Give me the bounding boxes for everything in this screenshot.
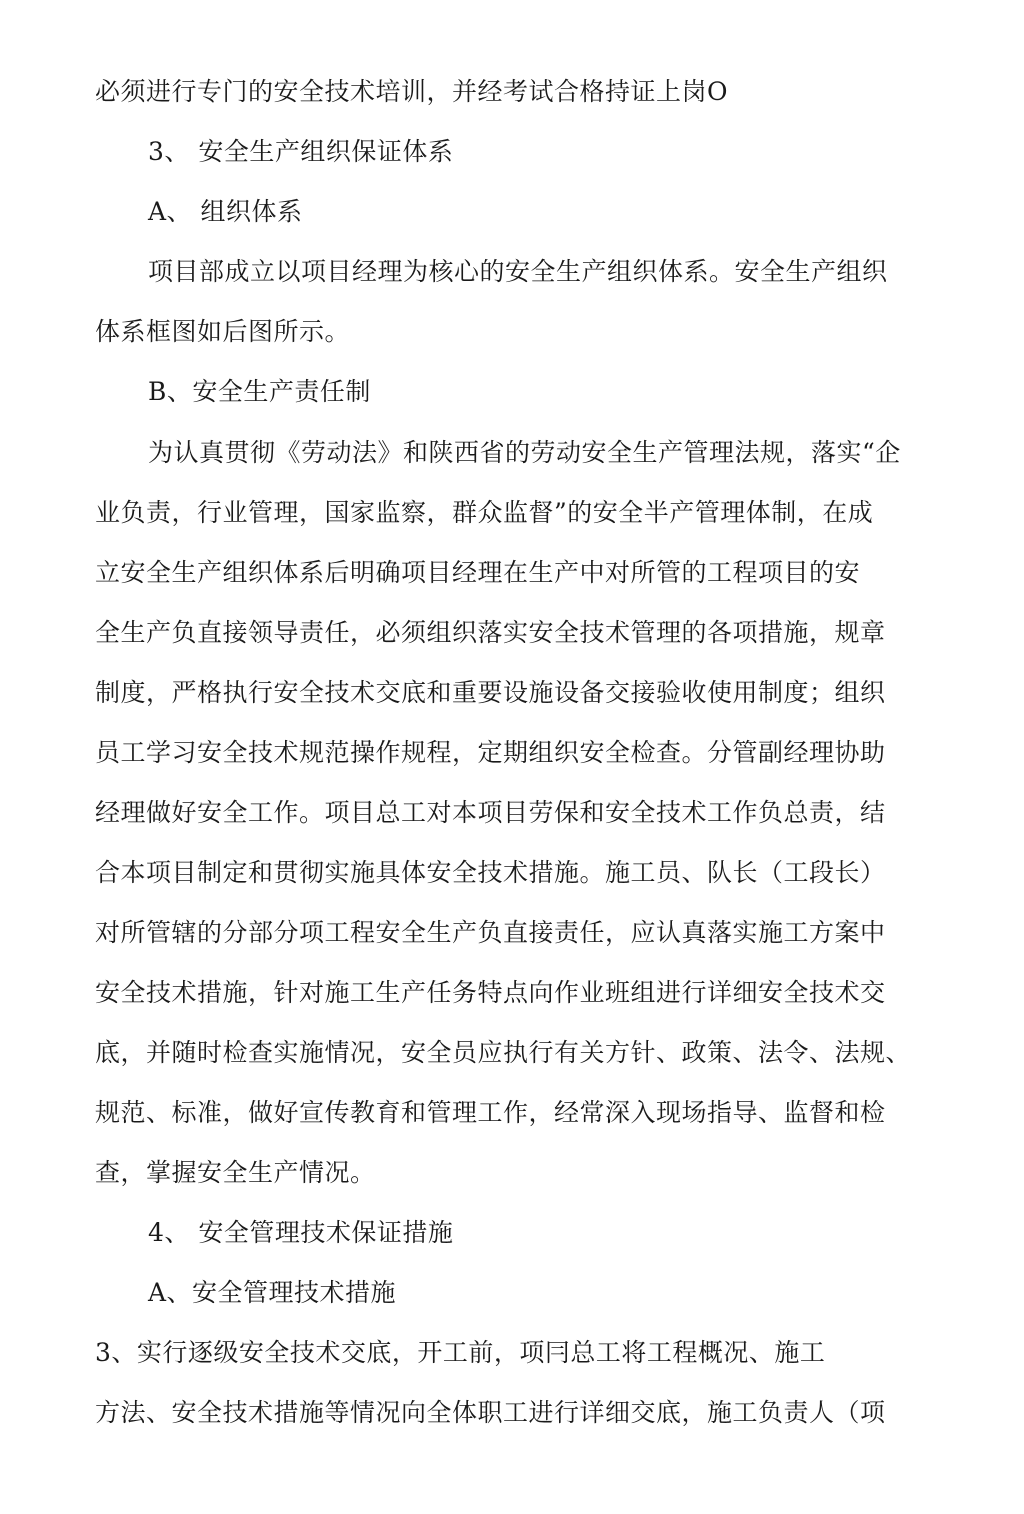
text-line: 方法、安全技术措施等情况向全体职工进行详细交底，施工负责人（项 — [95, 1398, 886, 1427]
text-line: 3、实行逐级安全技术交底，开工前，项冃总工将工程概况、施工 — [95, 1338, 826, 1367]
text-line: 安全技术措施，针对施工生产任务特点向作业班组进行详细安全技术交 — [95, 978, 886, 1007]
text-line: 必须进行专门的安全技术培训，并经考试合格持证上岗O — [95, 77, 728, 106]
text-line: 立安全生产组织体系后明确项目经理在生产中对所管的工程项目的安 — [95, 558, 861, 587]
text-line: 经理做好安全工作。项目总工对本项目劳保和安全技术工作负总责，结 — [95, 798, 886, 827]
text-line: 规范、标准，做好宣传教育和管理工作，经常深入现场指导、监督和检 — [95, 1098, 886, 1127]
text-line: 制度，严格执行安全技术交底和重要设施设备交接验收使用制度；组织 — [95, 678, 886, 707]
text-line: 全生产负直接领导责任，必须组织落实安全技术管理的各项措施，规章 — [95, 618, 886, 647]
text-line: 项目部成立以项目经理为核心的安全生产组织体系。安全生产组织 — [148, 257, 888, 286]
text-line: 合本项目制定和贯彻实施具体安全技术措施。施工员、队长（工段长） — [95, 858, 886, 887]
subsection-heading: B、安全生产责任制 — [148, 377, 371, 406]
text-line: 对所管辖的分部分项工程安全生产负直接责任，应认真落实施工方案中 — [95, 918, 886, 947]
text-line: 查，掌握安全生产情况。 — [95, 1158, 376, 1187]
text-line: 体系框图如后图所示。 — [95, 317, 351, 346]
section-heading: 4、 安全管理技术保证措施 — [148, 1218, 454, 1247]
section-heading: 3、 安全生产组织保证体系 — [148, 137, 454, 166]
text-line: 为认真贯彻《劳动法》和陕西省的劳动安全生产管理法规，落实“企 — [148, 438, 901, 467]
subsection-heading: A、 组织体系 — [148, 197, 303, 226]
text-line: 业负责，行业管理，国家监察，群众监督”的安全半产管理体制，在成 — [95, 498, 874, 527]
text-line: 员工学习安全技术规范操作规程，定期组织安全检查。分管副经理协助 — [95, 738, 886, 767]
text-line: 底，并随时检查实施情况，安全员应执行有关方针、政策、法令、法规、 — [95, 1038, 912, 1067]
subsection-heading: A、安全管理技术措施 — [148, 1278, 397, 1307]
